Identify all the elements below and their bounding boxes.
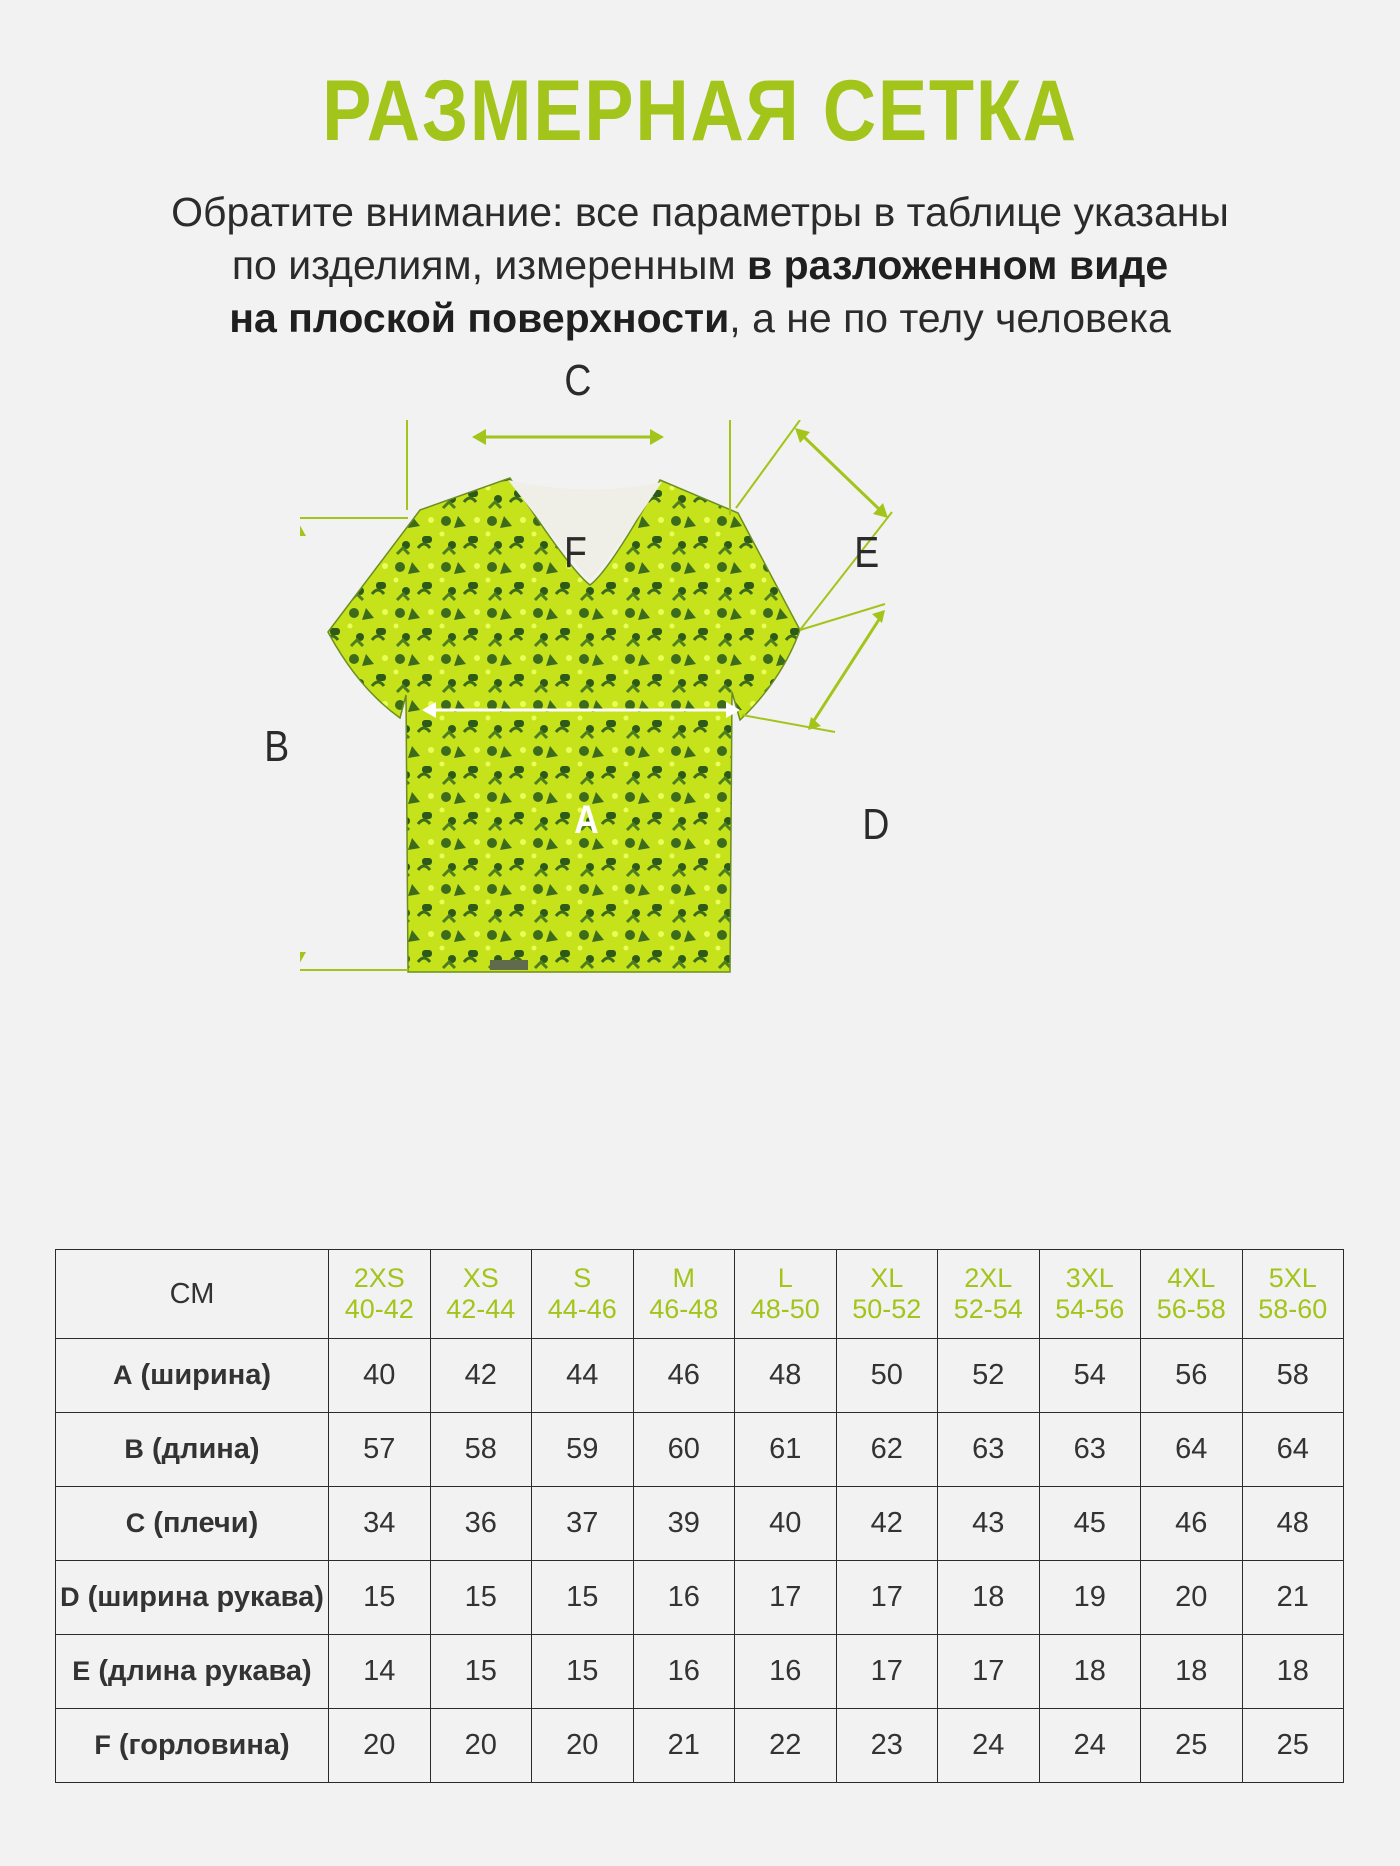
- row-letter: E: [72, 1656, 91, 1686]
- size-chart-table: [55, 1249, 1344, 1783]
- row-letter: C: [125, 1508, 146, 1538]
- size-header: [836, 1250, 938, 1339]
- table-cell: 58: [430, 1413, 532, 1487]
- table-cell: 45: [1039, 1487, 1141, 1561]
- label-d: D: [862, 800, 890, 849]
- table-cell: 39: [633, 1487, 735, 1561]
- size-header: [1141, 1250, 1243, 1339]
- table-cell: 15: [532, 1561, 634, 1635]
- table-row: [56, 1339, 1344, 1413]
- size-range: 50-52: [852, 1294, 922, 1324]
- table-cell: 64: [1242, 1413, 1344, 1487]
- size-name: 2XS: [353, 1263, 405, 1293]
- label-b: B: [264, 722, 290, 771]
- table-cell: 15: [532, 1635, 634, 1709]
- table-cell: 36: [430, 1487, 532, 1561]
- table-cell: 46: [1141, 1487, 1243, 1561]
- table-cell: 21: [633, 1709, 735, 1783]
- table-row: [56, 1635, 1344, 1709]
- table-row: [56, 1709, 1344, 1783]
- size-range: 52-54: [953, 1294, 1023, 1324]
- row-description: (ширина рукава): [79, 1581, 324, 1613]
- size-range: 42-44: [446, 1294, 516, 1324]
- table-cell: 22: [735, 1709, 837, 1783]
- size-range: 54-56: [1055, 1294, 1125, 1324]
- table-row: [56, 1487, 1344, 1561]
- size-name: L: [777, 1263, 793, 1293]
- size-header: [735, 1250, 837, 1339]
- label-e: E: [854, 528, 880, 577]
- table-cell: 16: [633, 1635, 735, 1709]
- table-header-row: [56, 1250, 1344, 1339]
- label-a: A: [574, 798, 599, 842]
- table-cell: 16: [735, 1635, 837, 1709]
- subtitle-line-1: Обратите внимание: все параметры в таблице указаны: [171, 189, 1229, 235]
- size-range: 56-58: [1156, 1294, 1226, 1324]
- table-cell: 42: [430, 1339, 532, 1413]
- table-cell: 43: [938, 1487, 1040, 1561]
- table-cell: 24: [938, 1709, 1040, 1783]
- table-cell: 20: [430, 1709, 532, 1783]
- table-cell: 20: [1141, 1561, 1243, 1635]
- table-cell: 37: [532, 1487, 634, 1561]
- table-cell: 58: [1242, 1339, 1344, 1413]
- row-description: (длина): [143, 1433, 260, 1465]
- table-cell: 48: [1242, 1487, 1344, 1561]
- size-range: 40-42: [344, 1294, 414, 1324]
- table-cell: 52: [938, 1339, 1040, 1413]
- table-cell: 60: [633, 1413, 735, 1487]
- row-label: [56, 1339, 329, 1413]
- measurement-diagram: [264, 356, 1100, 1180]
- label-c: C: [564, 356, 592, 405]
- table-cell: 44: [532, 1339, 634, 1413]
- table-cell: 18: [938, 1561, 1040, 1635]
- subtitle-line-3: на плоской поверхности, а не по телу человека: [229, 295, 1171, 341]
- table-cell: 18: [1242, 1635, 1344, 1709]
- table-cell: 16: [633, 1561, 735, 1635]
- row-letter: A: [112, 1360, 133, 1390]
- size-header: [1039, 1250, 1141, 1339]
- row-label: [56, 1709, 329, 1783]
- size-name: XS: [462, 1263, 499, 1293]
- size-header: [633, 1250, 735, 1339]
- table-cell: 15: [430, 1561, 532, 1635]
- row-label: [56, 1413, 329, 1487]
- table-cell: 25: [1242, 1709, 1344, 1783]
- table-cell: 17: [836, 1635, 938, 1709]
- table-cell: 17: [735, 1561, 837, 1635]
- unit-header: СМ: [56, 1250, 329, 1339]
- size-name: XL: [870, 1263, 904, 1293]
- table-cell: 63: [938, 1413, 1040, 1487]
- row-description: (ширина): [132, 1359, 272, 1391]
- table-cell: 19: [1039, 1561, 1141, 1635]
- table-cell: 54: [1039, 1339, 1141, 1413]
- table-cell: 42: [836, 1487, 938, 1561]
- size-header: [532, 1250, 634, 1339]
- table-cell: 21: [1242, 1561, 1344, 1635]
- table-cell: 18: [1039, 1635, 1141, 1709]
- size-header: [329, 1250, 431, 1339]
- table-cell: 62: [836, 1413, 938, 1487]
- row-label: [56, 1487, 329, 1561]
- table-cell: 63: [1039, 1413, 1141, 1487]
- size-name: 3XL: [1065, 1263, 1114, 1293]
- size-name: 2XL: [964, 1263, 1013, 1293]
- table-cell: 40: [735, 1487, 837, 1561]
- table-cell: 34: [329, 1487, 431, 1561]
- table-cell: 61: [735, 1413, 837, 1487]
- row-description: (длина рукава): [90, 1655, 312, 1687]
- size-name: 4XL: [1167, 1263, 1216, 1293]
- table-cell: 20: [329, 1709, 431, 1783]
- table-cell: 48: [735, 1339, 837, 1413]
- size-header: [1242, 1250, 1344, 1339]
- size-name: 5XL: [1268, 1263, 1317, 1293]
- page-title: РАЗМЕРНАЯ СЕТКА: [322, 63, 1078, 159]
- table-cell: 18: [1141, 1635, 1243, 1709]
- table-cell: 14: [329, 1635, 431, 1709]
- table-cell: 56: [1141, 1339, 1243, 1413]
- table-body: [56, 1339, 1344, 1783]
- table-cell: 17: [938, 1635, 1040, 1709]
- size-header: [938, 1250, 1040, 1339]
- size-range: 46-48: [649, 1294, 719, 1324]
- table-cell: 40: [329, 1339, 431, 1413]
- table-cell: 64: [1141, 1413, 1243, 1487]
- row-letter: B: [124, 1434, 144, 1464]
- table-cell: 46: [633, 1339, 735, 1413]
- table-cell: 24: [1039, 1709, 1141, 1783]
- table-cell: 57: [329, 1413, 431, 1487]
- size-range: 48-50: [750, 1294, 820, 1324]
- row-letter: F: [94, 1730, 111, 1760]
- table-row: [56, 1413, 1344, 1487]
- table-cell: 23: [836, 1709, 938, 1783]
- table-cell: 15: [329, 1561, 431, 1635]
- row-description: (плечи): [145, 1507, 259, 1539]
- table-row: [56, 1561, 1344, 1635]
- table-cell: 25: [1141, 1709, 1243, 1783]
- row-label: [56, 1635, 329, 1709]
- table-cell: 15: [430, 1635, 532, 1709]
- row-description: (горловина): [110, 1729, 290, 1761]
- size-name: M: [672, 1263, 695, 1293]
- size-header: [430, 1250, 532, 1339]
- subtitle-note: [0, 186, 1400, 345]
- table-cell: 59: [532, 1413, 634, 1487]
- subtitle-line-2: по изделиям, измеренным в разложенном виде: [231, 242, 1169, 288]
- table-cell: 20: [532, 1709, 634, 1783]
- tshirt-measurement-svg: [300, 420, 1100, 1180]
- table-cell: 50: [836, 1339, 938, 1413]
- label-f: F: [564, 528, 587, 577]
- row-label: [56, 1561, 329, 1635]
- row-letter: D: [60, 1582, 80, 1612]
- size-name: S: [573, 1263, 592, 1293]
- size-range: 44-46: [547, 1294, 617, 1324]
- size-range: 58-60: [1258, 1294, 1328, 1324]
- table-cell: 17: [836, 1561, 938, 1635]
